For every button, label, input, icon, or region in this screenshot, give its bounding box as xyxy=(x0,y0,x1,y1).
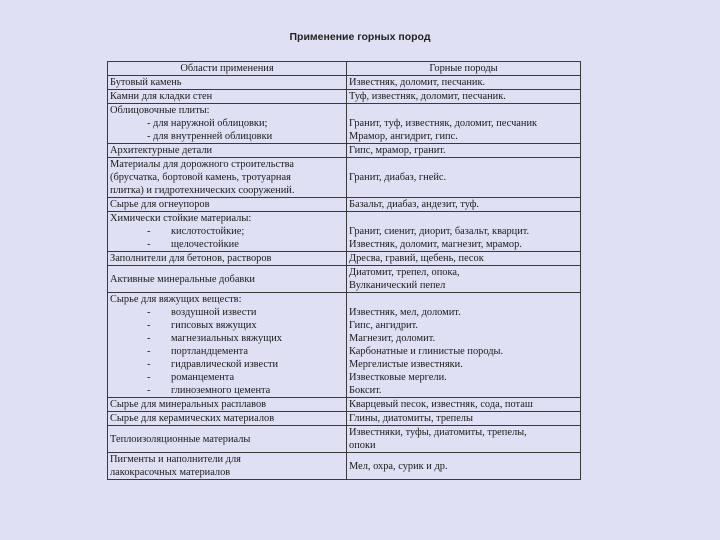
area-cell: Теплоизоляционные материалы xyxy=(108,426,347,453)
area-line xyxy=(110,225,344,238)
area-cell: Бутовый камень xyxy=(108,76,347,90)
area-cell: Архитектурные детали xyxy=(108,144,347,158)
rocks-line: Гранит, сиенит, диорит, базальт, кварцит. xyxy=(349,226,530,237)
table-row xyxy=(108,90,581,104)
rocks-line: Известняк, доломит, магнезит, мрамор. xyxy=(349,239,522,250)
rocks-cell xyxy=(347,212,581,252)
rocks-line: Гранит, туф, известняк, доломит, песчаник xyxy=(349,118,538,129)
area-line: (брусчатка, бортовой камень, тротуарная xyxy=(110,172,291,183)
area-cell: Сырье для минеральных расплавов xyxy=(108,398,347,412)
area-line-text: глиноземного цемента xyxy=(171,385,271,396)
table-row xyxy=(108,412,581,426)
rocks-line: Диатомит, трепел, опока, xyxy=(349,267,460,278)
area-cell xyxy=(108,293,347,398)
rocks-line: опоки xyxy=(349,440,376,451)
area-cell xyxy=(108,158,347,198)
area-line xyxy=(110,332,344,345)
dash: - xyxy=(147,346,151,357)
dash: - xyxy=(147,239,151,250)
rocks-line: Боксит. xyxy=(349,385,382,396)
area-cell: Сырье для огнеупоров xyxy=(108,198,347,212)
area-cell: Сырье для керамических материалов xyxy=(108,412,347,426)
rocks-cell: Мел, охра, сурик и др. xyxy=(347,453,581,480)
area-line-text: воздушной извести xyxy=(171,307,257,318)
table-row xyxy=(108,453,581,480)
rocks-line: Известняк, мел, доломит. xyxy=(349,307,461,318)
rocks-line: Известковые мергели. xyxy=(349,372,447,383)
rocks-line: Известняки, туфы, диатомиты, трепелы, xyxy=(349,427,527,438)
dash: - xyxy=(147,372,151,383)
area-line-text: гипсовых вяжущих xyxy=(171,320,257,331)
table-row xyxy=(108,398,581,412)
dash: - xyxy=(147,333,151,344)
dash: - xyxy=(147,226,151,237)
area-line: Облицовочные плиты: xyxy=(110,105,210,116)
area-line-text: щелочестойкие xyxy=(171,239,239,250)
area-line xyxy=(110,358,344,371)
rocks-line: Мергелистые известняки. xyxy=(349,359,463,370)
table-row xyxy=(108,266,581,293)
area-line: Пигменты и наполнители для xyxy=(110,454,241,465)
table-row xyxy=(108,158,581,198)
area-cell: Заполнители для бетонов, растворов xyxy=(108,252,347,266)
area-line xyxy=(110,345,344,358)
rocks-cell xyxy=(347,266,581,293)
rocks-line: Магнезит, доломит. xyxy=(349,333,436,344)
area-line: Материалы для дорожного строительства xyxy=(110,159,294,170)
area-line-text: портландцемента xyxy=(171,346,248,357)
area-cell xyxy=(108,453,347,480)
area-line: - для внутренней облицовки xyxy=(147,131,273,142)
table-row xyxy=(108,212,581,252)
dash: - xyxy=(147,307,151,318)
area-line: Химически стойкие материалы: xyxy=(110,213,252,224)
area-line xyxy=(110,384,344,397)
area-cell xyxy=(108,212,347,252)
area-line: плитка) и гидротехнических сооружений. xyxy=(110,185,295,196)
table-row xyxy=(108,104,581,144)
dash: - xyxy=(147,385,151,396)
area-line-text: гидравлической извести xyxy=(171,359,279,370)
dash: - xyxy=(147,320,151,331)
table-row xyxy=(108,426,581,453)
area-line-text: кислотостойкие; xyxy=(171,226,245,237)
area-line xyxy=(110,371,344,384)
area-line: Сырье для вяжущих веществ: xyxy=(110,294,242,305)
header-rocks: Горные породы xyxy=(347,62,581,76)
area-line xyxy=(110,319,344,332)
rocks-cell: Кварцевый песок, известняк, сода, поташ xyxy=(347,398,581,412)
area-line-text: романцемента xyxy=(171,372,235,383)
rocks-cell xyxy=(347,293,581,398)
rocks-cell: Гранит, диабаз, гнейс. xyxy=(347,158,581,198)
rocks-cell: Гипс, мрамор, гранит. xyxy=(347,144,581,158)
area-line xyxy=(110,238,344,251)
rocks-line: Карбонатные и глинистые породы. xyxy=(349,346,504,357)
rocks-line: Гипс, ангидрит. xyxy=(349,320,418,331)
area-line: лакокрасочных материалов xyxy=(110,467,231,478)
rocks-cell xyxy=(347,426,581,453)
rocks-table xyxy=(107,61,581,480)
rocks-line: Мрамор, ангидрит, гипс. xyxy=(349,131,458,142)
rocks-cell: Дресва, гравий, щебень, песок xyxy=(347,252,581,266)
table-row xyxy=(108,252,581,266)
rocks-cell: Базальт, диабаз, андезит, туф. xyxy=(347,198,581,212)
table-row xyxy=(108,144,581,158)
header-area: Области применения xyxy=(108,62,347,76)
rocks-cell: Туф, известняк, доломит, песчаник. xyxy=(347,90,581,104)
page-title: Применение горных пород xyxy=(289,31,431,43)
rocks-line: Вулканический пепел xyxy=(349,280,446,291)
area-line xyxy=(110,306,344,319)
rocks-cell: Известняк, доломит, песчаник. xyxy=(347,76,581,90)
area-cell: Активные минеральные добавки xyxy=(108,266,347,293)
area-line: - для наружной облицовки; xyxy=(147,118,268,129)
area-cell: Камни для кладки стен xyxy=(108,90,347,104)
dash: - xyxy=(147,359,151,370)
area-cell xyxy=(108,104,347,144)
area-line-text: магнезиальных вяжущих xyxy=(171,333,282,344)
table-row xyxy=(108,76,581,90)
rocks-cell xyxy=(347,104,581,144)
table-header-row xyxy=(108,62,581,76)
table-row xyxy=(108,293,581,398)
table-row xyxy=(108,198,581,212)
rocks-cell: Глины, диатомиты, трепелы xyxy=(347,412,581,426)
